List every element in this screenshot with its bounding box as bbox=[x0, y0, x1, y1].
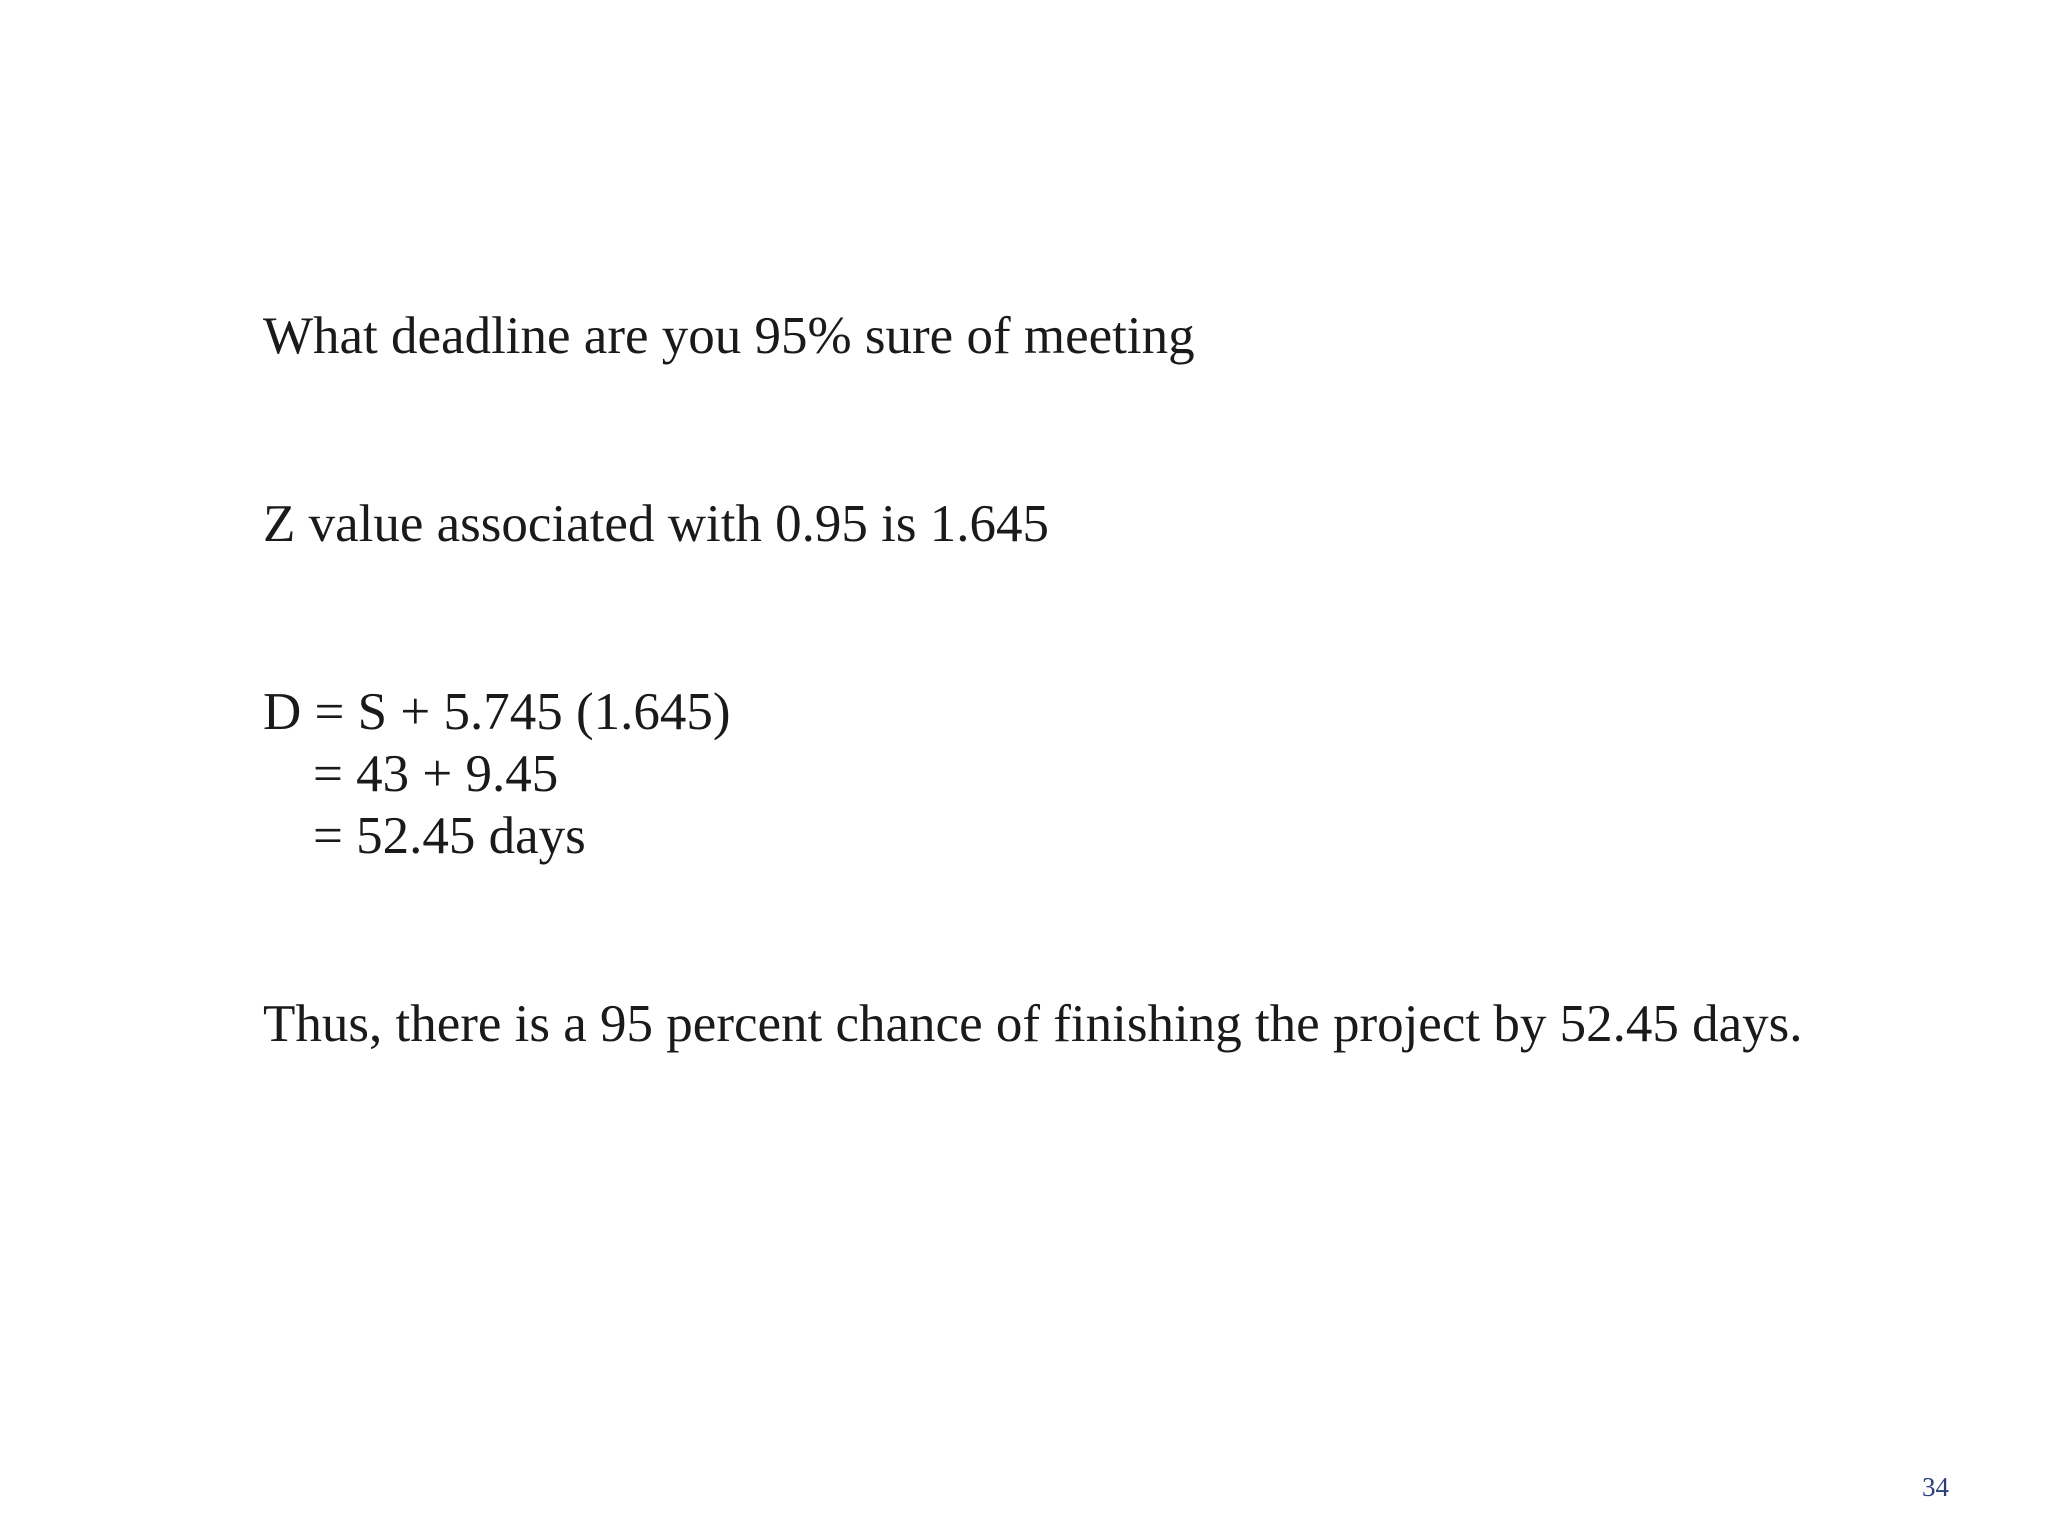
calculation-line-2: = 43 + 9.45 bbox=[313, 745, 559, 803]
conclusion-text: Thus, there is a 95 percent chance of finishing the project by 52.45 days. bbox=[263, 995, 1803, 1053]
question-text: What deadline are you 95% sure of meeting bbox=[263, 307, 1195, 365]
z-value-statement: Z value associated with 0.95 is 1.645 bbox=[263, 495, 1050, 553]
calculation-line-1: D = S + 5.745 (1.645) bbox=[263, 683, 731, 741]
calculation-line-3: = 52.45 days bbox=[313, 807, 586, 865]
page-number: 34 bbox=[1922, 1472, 1949, 1502]
